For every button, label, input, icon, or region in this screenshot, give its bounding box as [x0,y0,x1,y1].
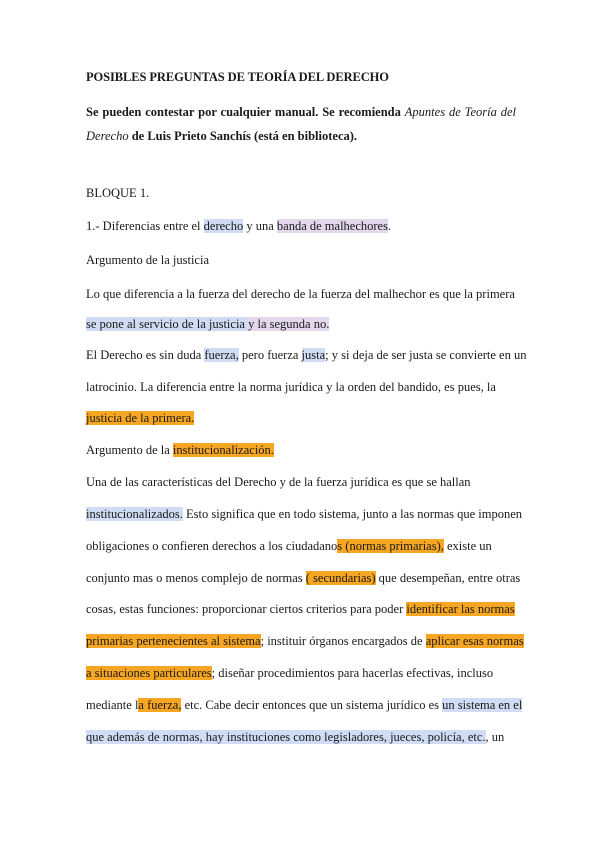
highlight: institucionalización. [172,443,274,457]
book-title: Apuntes de Teoría del Derecho [86,105,516,143]
text-line: conjunto mas o menos complejo de normas ( secundarias) que desempeñan, entre otras [86,571,521,585]
text-line: obligaciones o confieren derechos a los ciudadanos (normas primarias), existe un [86,539,492,553]
text-line: cosas, estas funciones: proporcionar ciertos criterios para poder identificar las normas [86,602,515,616]
highlight: justa [301,348,326,362]
highlight: se pone al servicio de la justicia [86,317,249,331]
text-line: El Derecho es sin duda fuerza, pero fuerza justa; y si deja de ser justa se convierte en un [86,348,527,362]
highlight: ( secundarias) [305,571,376,585]
intro-text-c: de Luis Prieto Sanchís (está en biblioteca). [128,129,358,143]
highlight: aplicar esas normas [425,634,524,648]
highlight: fuerza, [204,348,239,362]
highlight: identificar las normas [406,602,515,616]
highlight: un sistema en el [442,698,523,712]
text-line: Lo que diferencia a la fuerza del derecho de la fuerza del malhechor es que la primera [86,287,515,301]
highlight: justicia de la primera. [86,411,195,425]
highlight: que además de normas, hay instituciones como legisladores, jueces, policía, etc. [86,730,486,744]
text-line: Argumento de la institucionalización. [86,443,274,457]
highlight: derecho [203,219,244,233]
highlight: banda de malhechores [276,219,388,233]
highlight: a fuerza, [138,698,182,712]
highlight: a situaciones particulares [86,666,212,680]
intro-paragraph [86,100,516,148]
text-line: primarias pertenecientes al sistema; instituir órganos encargados de aplicar esas normas [86,634,524,648]
highlight: y la segunda no. [248,317,330,331]
text-line: institucionalizados. Esto significa que en todo sistema, junto a las normas que imponen [86,507,523,521]
highlight: s (normas primarias), [337,539,444,553]
intro-text-a: Se pueden contestar por cualquier manual. Se recomienda [86,105,405,119]
text-line: Una de las características del Derecho y de la fuerza jurídica es que se hallan [86,475,471,489]
highlight: institucionalizados. [86,507,183,521]
text-line: que además de normas, hay instituciones como legisladores, jueces, policía, etc., un [86,730,505,744]
text-line: latrocinio. La diferencia entre la norma jurídica y la orden del bandido, es pues, la [86,380,496,394]
highlight: primarias pertenecientes al sistema [86,634,261,648]
text-line: a situaciones particulares; diseñar procedimientos para hacerlas efectivas, incluso [86,666,494,680]
text-line [86,315,329,333]
section-heading: BLOQUE 1. [86,186,150,200]
text-line: Argumento de la justicia [86,253,210,267]
text-line: mediante la fuerza, etc. Cabe decir entonces que un sistema jurídico es un sistema en el [86,698,523,712]
document-title: POSIBLES PREGUNTAS DE TEORÍA DEL DERECHO [86,70,389,84]
text-line: 1.- Diferencias entre el derecho y una banda de malhechores. [86,219,392,233]
text-line [86,409,194,427]
